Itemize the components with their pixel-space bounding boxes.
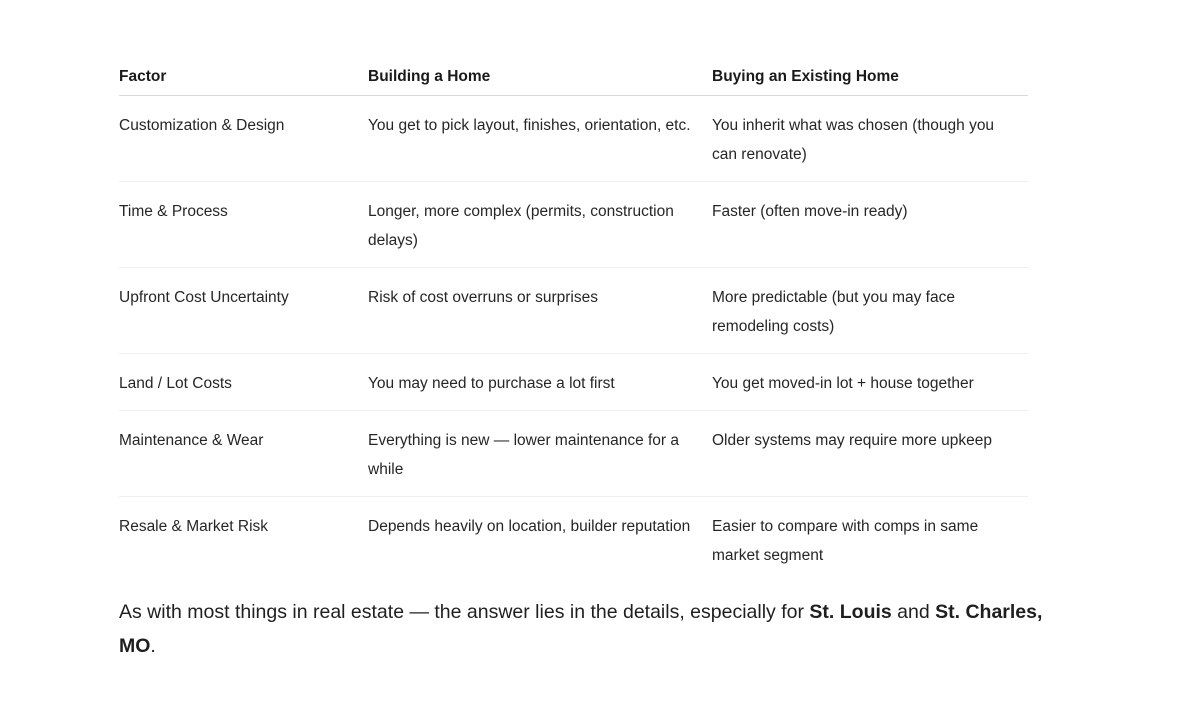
cell-buying: Faster (often move-in ready) (712, 182, 1028, 268)
table-row (119, 354, 1028, 411)
summary-bold-st-louis: St. Louis (809, 601, 892, 623)
cell-buying: Older systems may require more upkeep (712, 411, 1028, 497)
table-row (119, 182, 1028, 268)
cell-building: Everything is new — lower maintenance for a while (368, 411, 712, 497)
table-row (119, 96, 1028, 182)
cell-factor: Upfront Cost Uncertainty (119, 268, 368, 354)
cell-building: Risk of cost overruns or surprises (368, 268, 712, 354)
header-factor: Factor (119, 61, 368, 96)
summary-text-between: and (891, 601, 936, 623)
summary-text-after: . (150, 635, 156, 657)
cell-buying: You get moved-in lot + house together (712, 354, 1028, 411)
cell-factor: Resale & Market Risk (119, 518, 269, 535)
header-building: Building a Home (368, 61, 712, 96)
table-row (119, 268, 1028, 354)
cell-building: You get to pick layout, finishes, orientation, etc. (368, 96, 712, 182)
cell-factor: Time & Process (119, 182, 368, 268)
summary-paragraph (119, 595, 1049, 663)
cell-factor: Maintenance & Wear (119, 411, 368, 497)
cell-factor: Customization & Design (119, 96, 368, 182)
summary-bold-st-charles: St. Charles, MO (119, 601, 1043, 657)
table-row (119, 497, 1028, 583)
cell-building: Depends heavily on location, builder reputation (368, 518, 691, 535)
cell-building: You may need to purchase a lot first (368, 354, 712, 411)
comparison-table (119, 61, 1028, 582)
table-header-row (119, 61, 1028, 96)
cell-buying: More predictable (but you may face remodeling costs) (712, 268, 1028, 354)
cell-buying: Easier to compare with comps in same market segment (712, 518, 979, 564)
cell-factor: Land / Lot Costs (119, 354, 368, 411)
header-buying: Buying an Existing Home (712, 61, 1028, 96)
cell-buying: You inherit what was chosen (though you can renovate) (712, 96, 1028, 182)
table-row (119, 411, 1028, 497)
cell-building: Longer, more complex (permits, construction delays) (368, 182, 712, 268)
summary-text-before: As with most things in real estate — the answer lies in the details, especially for (119, 601, 810, 623)
